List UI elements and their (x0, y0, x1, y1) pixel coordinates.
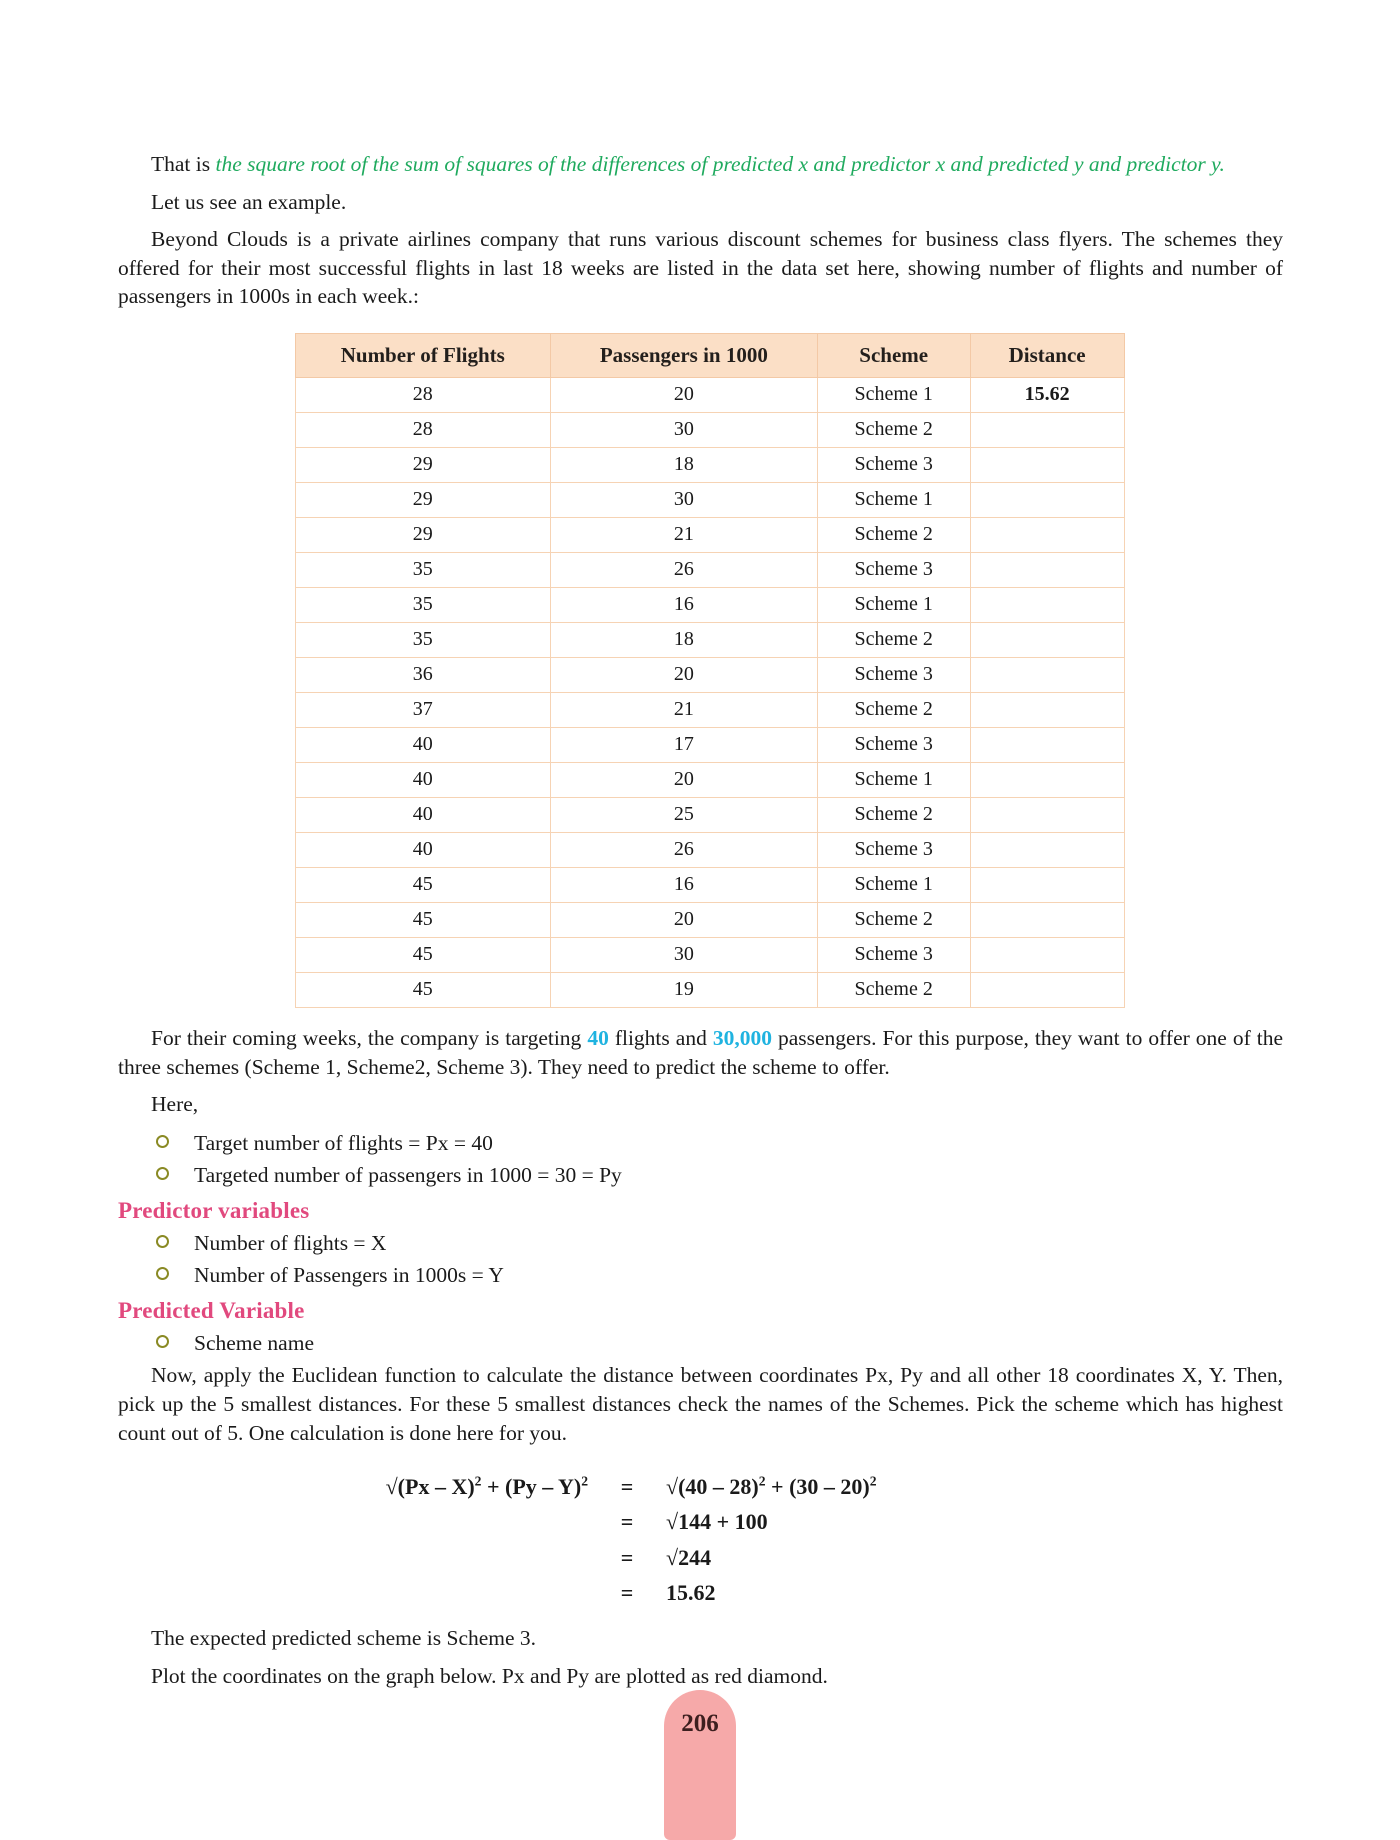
predictor-variables-heading: Predictor variables (118, 1197, 310, 1223)
formula-rhs-3: √244 (666, 1544, 712, 1570)
list-item (154, 1128, 1283, 1160)
cell-passengers-in-1000: 19 (551, 972, 818, 1007)
cell-distance (970, 482, 1124, 517)
table-row (295, 657, 1124, 692)
cell-distance (970, 692, 1124, 727)
cell-scheme: Scheme 3 (817, 447, 970, 482)
cell-passengers-in-1000: 25 (551, 797, 818, 832)
formula-rhs-1 (666, 1469, 877, 1504)
cell-number-of-flights: 40 (295, 762, 551, 797)
table-row (295, 552, 1124, 587)
cell-passengers-in-1000: 16 (551, 587, 818, 622)
cell-scheme: Scheme 2 (817, 972, 970, 1007)
cell-passengers-in-1000: 21 (551, 692, 818, 727)
page-content (118, 150, 1283, 1699)
cell-number-of-flights: 45 (295, 867, 551, 902)
formula-row-1 (118, 1469, 1283, 1504)
cell-number-of-flights: 45 (295, 972, 551, 1007)
list-item (154, 1228, 1283, 1260)
table-row (295, 482, 1124, 517)
table-row (295, 972, 1124, 1007)
list-item (154, 1260, 1283, 1292)
formula-lhs-b: + (Py – Y) (481, 1474, 582, 1500)
list-item (154, 1160, 1283, 1192)
circle-bullet-icon (156, 1135, 169, 1148)
targeting-text-1: For their coming weeks, the company is targeting (151, 1025, 588, 1050)
formula-lhs-a: √(Px – X) (385, 1474, 475, 1500)
data-table-container (118, 333, 1283, 1008)
cell-scheme: Scheme 2 (817, 622, 970, 657)
cell-scheme: Scheme 2 (817, 412, 970, 447)
formula-equals-3: = (620, 1544, 634, 1570)
formula-rhs-1-sup-b: 2 (869, 1473, 877, 1489)
table-row (295, 797, 1124, 832)
target-flights-value: 40 (587, 1025, 609, 1050)
cell-number-of-flights: 37 (295, 692, 551, 727)
euclidean-formula-block (118, 1469, 1283, 1610)
cell-scheme: Scheme 1 (817, 762, 970, 797)
table-row (295, 937, 1124, 972)
header-passengers-in-1000: Passengers in 1000 (551, 333, 818, 377)
formula-lhs-sup-a: 2 (474, 1473, 482, 1489)
table-row (295, 412, 1124, 447)
targeting-text-3: passengers. For this purpose, they want to offer one of the three schemes (Scheme 1, Scheme2, Scheme 3). They need to predict the scheme to offer. (118, 1025, 1283, 1079)
cell-scheme: Scheme 2 (817, 517, 970, 552)
formula-equals-4: = (620, 1579, 634, 1605)
table-row (295, 832, 1124, 867)
cell-number-of-flights: 35 (295, 587, 551, 622)
circle-bullet-icon (156, 1335, 169, 1348)
table-body (295, 377, 1124, 1007)
that-is-prefix: That is (151, 152, 216, 176)
circle-bullet-icon (156, 1235, 169, 1248)
cell-distance (970, 622, 1124, 657)
cell-passengers-in-1000: 30 (551, 482, 818, 517)
list-item-label: Target number of flights = Px = 40 (194, 1130, 493, 1155)
cell-distance (970, 972, 1124, 1007)
table-row (295, 377, 1124, 412)
cell-number-of-flights: 36 (295, 657, 551, 692)
cell-distance (970, 727, 1124, 762)
cell-number-of-flights: 28 (295, 412, 551, 447)
cell-scheme: Scheme 2 (817, 797, 970, 832)
targeting-text-2: flights and (608, 1025, 713, 1050)
list-item-label: Number of Passengers in 1000s = Y (194, 1262, 504, 1287)
cell-scheme: Scheme 3 (817, 727, 970, 762)
cell-number-of-flights: 29 (295, 482, 551, 517)
table-row (295, 622, 1124, 657)
cell-number-of-flights: 40 (295, 727, 551, 762)
cell-scheme: Scheme 3 (817, 657, 970, 692)
cell-number-of-flights: 40 (295, 797, 551, 832)
cell-scheme: Scheme 2 (817, 692, 970, 727)
cell-scheme: Scheme 3 (817, 937, 970, 972)
list-item-label: Targeted number of passengers in 1000 = 30 = Py (194, 1162, 622, 1187)
cell-passengers-in-1000: 20 (551, 762, 818, 797)
formula-rhs-4: 15.62 (666, 1579, 716, 1605)
circle-bullet-icon (156, 1267, 169, 1280)
cell-distance (970, 657, 1124, 692)
list-item-label: Scheme name (194, 1330, 314, 1355)
cell-passengers-in-1000: 20 (551, 902, 818, 937)
table-row (295, 727, 1124, 762)
cell-passengers-in-1000: 26 (551, 832, 818, 867)
euclidean-paragraph: Now, apply the Euclidean function to calculate the distance between coordinates Px, Py and all other 18 coordinates X, Y. Then, pick up the 5 smallest distances. For these 5 smallest distances check the names of the Schemes. Pick the scheme which has highest count out of 5. One calculation is done here for you. (118, 1363, 1283, 1445)
cell-scheme: Scheme 1 (817, 377, 970, 412)
cell-number-of-flights: 45 (295, 902, 551, 937)
cell-number-of-flights: 35 (295, 622, 551, 657)
table-row (295, 587, 1124, 622)
header-scheme: Scheme (817, 333, 970, 377)
that-is-definition: the square root of the sum of squares of the differences of predicted x and predictor x and predicted y and predictor y. (215, 152, 1225, 176)
scenario-paragraph: Beyond Clouds is a private airlines company that runs various discount schemes for business class flyers. The schemes they offered for their most successful flights in last 18 weeks are listed in the data set here, showing number of flights and number of passengers in 1000s in each week.: (118, 227, 1283, 309)
cell-distance (970, 412, 1124, 447)
cell-passengers-in-1000: 18 (551, 622, 818, 657)
cell-distance (970, 447, 1124, 482)
table-row (295, 692, 1124, 727)
predicted-variable-heading: Predicted Variable (118, 1297, 305, 1323)
cell-passengers-in-1000: 16 (551, 867, 818, 902)
formula-lhs-sup-b: 2 (581, 1473, 588, 1489)
cell-scheme: Scheme 3 (817, 552, 970, 587)
cell-passengers-in-1000: 30 (551, 937, 818, 972)
plot-instruction-line: Plot the coordinates on the graph below. Px and Py are plotted as red diamond. (151, 1663, 828, 1688)
cell-passengers-in-1000: 17 (551, 727, 818, 762)
formula-rhs-1-sup-a: 2 (758, 1473, 766, 1489)
cell-distance (970, 832, 1124, 867)
predicted-bullet-list (118, 1328, 1283, 1360)
formula-equals-2: = (620, 1509, 634, 1535)
example-line: Let us see an example. (151, 189, 347, 214)
cell-distance (970, 587, 1124, 622)
table-row (295, 517, 1124, 552)
table-row (295, 762, 1124, 797)
header-distance: Distance (970, 333, 1124, 377)
page-number-tab (664, 1690, 736, 1840)
cell-scheme: Scheme 1 (817, 867, 970, 902)
cell-distance: 15.62 (970, 377, 1124, 412)
list-item-label: Number of flights = X (194, 1230, 387, 1255)
here-label: Here, (151, 1092, 199, 1117)
list-item (154, 1328, 1283, 1360)
circle-bullet-icon (156, 1167, 169, 1180)
cell-distance (970, 552, 1124, 587)
targeting-paragraph (118, 1024, 1283, 1081)
that-is-paragraph (118, 150, 1283, 179)
formula-row-2 (118, 1504, 1283, 1539)
table-header-row (295, 333, 1124, 377)
formula-row-4 (118, 1575, 1283, 1610)
cell-number-of-flights: 28 (295, 377, 551, 412)
cell-distance (970, 517, 1124, 552)
cell-number-of-flights: 40 (295, 832, 551, 867)
table-row (295, 902, 1124, 937)
cell-distance (970, 867, 1124, 902)
cell-distance (970, 797, 1124, 832)
formula-rhs-2: √144 + 100 (666, 1509, 768, 1535)
formula-equals-1: = (620, 1474, 634, 1500)
expected-scheme-line: The expected predicted scheme is Scheme 3. (151, 1625, 537, 1650)
predictor-bullet-list (118, 1228, 1283, 1292)
formula-row-3 (118, 1540, 1283, 1575)
cell-number-of-flights: 45 (295, 937, 551, 972)
table-row (295, 447, 1124, 482)
cell-distance (970, 937, 1124, 972)
cell-passengers-in-1000: 30 (551, 412, 818, 447)
formula-rhs-1a: √(40 – 28) (666, 1474, 759, 1500)
cell-scheme: Scheme 2 (817, 902, 970, 937)
cell-scheme: Scheme 3 (817, 832, 970, 867)
cell-distance (970, 762, 1124, 797)
cell-distance (970, 902, 1124, 937)
formula-rhs-1b: + (30 – 20) (765, 1474, 870, 1500)
table-row (295, 867, 1124, 902)
cell-passengers-in-1000: 21 (551, 517, 818, 552)
page-number-container (0, 1690, 1400, 1840)
cell-passengers-in-1000: 20 (551, 377, 818, 412)
cell-number-of-flights: 29 (295, 517, 551, 552)
flights-schemes-table (295, 333, 1125, 1008)
cell-number-of-flights: 29 (295, 447, 551, 482)
target-passengers-value: 30,000 (712, 1025, 772, 1050)
cell-number-of-flights: 35 (295, 552, 551, 587)
here-bullet-list (118, 1128, 1283, 1192)
cell-passengers-in-1000: 26 (551, 552, 818, 587)
cell-passengers-in-1000: 20 (551, 657, 818, 692)
cell-passengers-in-1000: 18 (551, 447, 818, 482)
page-number-label: 206 (681, 1710, 719, 1737)
formula-lhs (118, 1469, 588, 1504)
header-number-of-flights: Number of Flights (295, 333, 551, 377)
cell-scheme: Scheme 1 (817, 482, 970, 517)
cell-scheme: Scheme 1 (817, 587, 970, 622)
